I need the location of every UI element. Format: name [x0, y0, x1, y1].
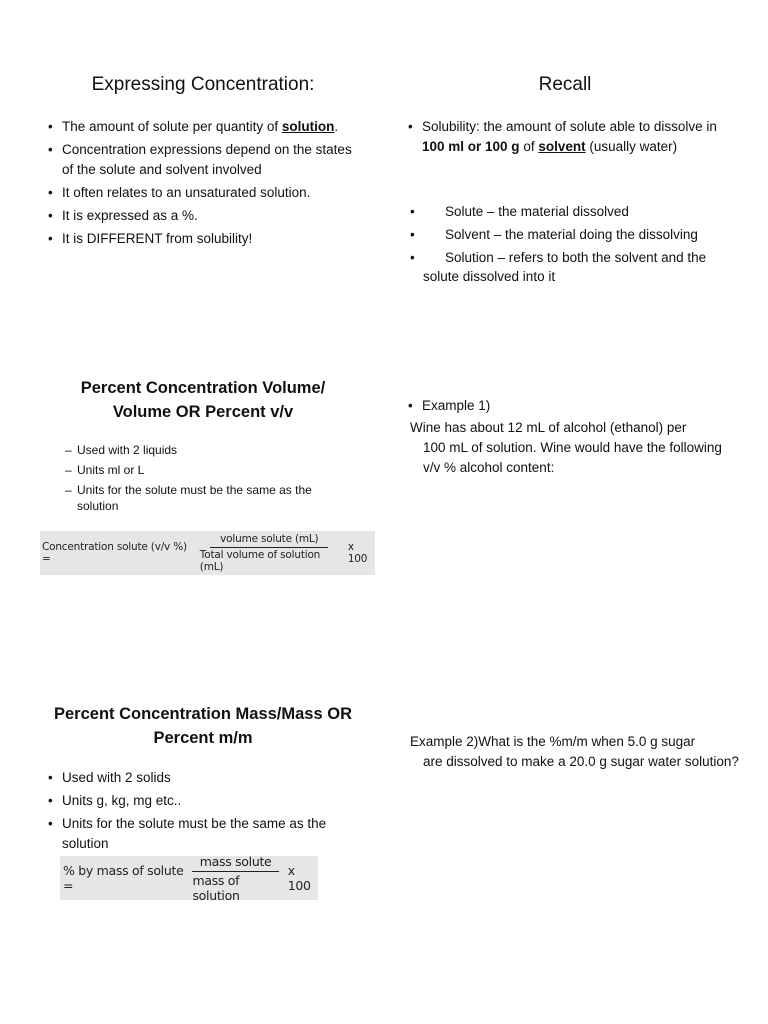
example1-rest: 100 mL of solution. Wine would have the following v/v % alcohol content:: [423, 440, 722, 475]
formula-multiplier: x 100: [287, 863, 311, 893]
bullet-dot: •: [48, 185, 53, 200]
list-item: [46, 140, 366, 180]
slide2-dash-list: [65, 442, 355, 518]
formula-numerator: volume solute (mL): [210, 533, 328, 548]
dash-mark: –: [65, 463, 72, 477]
bullet-text: Units for the solute must be the same as the solution: [62, 816, 327, 851]
bullet-dot: •: [410, 250, 415, 265]
formula-lhs: Concentration solute (v/v %) =: [42, 541, 187, 565]
mm-formula-image: [60, 853, 318, 903]
list-item: [65, 442, 355, 458]
dash-text: Used with 2 liquids: [77, 443, 178, 457]
bullet-dot: •: [408, 119, 413, 134]
bullet-dot: •: [48, 770, 53, 785]
bullet-text: It is expressed as a %.: [62, 208, 198, 223]
list-item: [46, 206, 366, 226]
example1-label: Example 1): [422, 398, 491, 413]
formula-fraction: [194, 533, 345, 573]
slide3-bullet-list: [46, 768, 356, 857]
list-item: [46, 768, 356, 788]
bullet-text: Used with 2 solids: [62, 770, 171, 785]
formula-fraction: [186, 854, 284, 903]
list-item: [46, 229, 366, 249]
slide1-bullet-list: [46, 117, 366, 252]
example2-line1: Example 2)What is the %m/m when 5.0 g sugar: [410, 734, 696, 749]
slide3-title: Percent Concentration Mass/Mass OR Percent m/m: [54, 705, 352, 747]
dash-text: Units for the solute must be the same as the solution: [77, 483, 312, 513]
list-item: [46, 117, 366, 137]
recall-item-solute: [410, 202, 730, 221]
vv-formula-image: [40, 531, 375, 575]
bullet-text-end: .: [334, 119, 339, 134]
bullet-text: The amount of solute per quantity of: [62, 119, 282, 134]
bullet-text: Concentration expressions depend on the states of the solute and solvent involved: [62, 142, 352, 177]
bullet-dot: •: [48, 208, 53, 223]
example1-line1: Wine has about 12 mL of alcohol (ethanol) per: [410, 420, 687, 435]
solubility-text: Solubility: the amount of solute able to dissolve in: [422, 119, 717, 134]
formula-denominator: Total volume of solution (mL): [199, 549, 321, 573]
slide1-title: Expressing Concentration:: [91, 74, 315, 95]
example1-text: [410, 418, 740, 478]
recall-item-text: Solution – refers to both the solvent and the solute dissolved into it: [423, 250, 707, 284]
formula-numerator: mass solute: [192, 854, 280, 872]
formula-denominator: mass of solution: [192, 872, 240, 903]
solubility-text-mid: of: [519, 139, 539, 154]
list-item: [65, 482, 355, 514]
bullet-dot: •: [410, 227, 415, 242]
dash-text: Units ml or L: [77, 463, 145, 477]
recall-solubility-list: [406, 117, 726, 160]
bullet-emphasis: solution: [281, 119, 335, 134]
recall-item-text: Solvent – the material doing the dissolving: [445, 227, 698, 242]
formula-lhs: % by mass of solute =: [63, 863, 184, 893]
bullet-dot: •: [48, 793, 53, 808]
dash-mark: –: [65, 483, 72, 497]
list-item: [46, 814, 356, 854]
bullet-dot: •: [48, 119, 53, 134]
bullet-text: It is DIFFERENT from solubility!: [62, 231, 253, 246]
bullet-dot: •: [48, 142, 53, 157]
list-item: [406, 117, 726, 157]
bullet-dot: •: [48, 231, 53, 246]
solubility-text-end: (usually water): [585, 139, 678, 154]
list-item: [46, 183, 366, 203]
bullet-text: It often relates to an unsaturated solution.: [62, 185, 311, 200]
example2-text: [410, 732, 740, 772]
bullet-dot: •: [410, 204, 415, 219]
recall-item-text: Solute – the material dissolved: [445, 204, 629, 219]
solubility-emphasis: solvent: [538, 139, 586, 154]
bullet-dot: •: [408, 398, 413, 413]
list-item: [65, 462, 355, 478]
recall-item-solvent: [410, 225, 730, 244]
solubility-bold: 100 ml or 100 g: [422, 139, 520, 154]
formula-multiplier: x 100: [347, 541, 368, 565]
example2-rest: are dissolved to make a 20.0 g sugar water solution?: [423, 754, 739, 769]
recall-item-solution: [410, 248, 710, 286]
slide2-title: Percent Concentration Volume/ Volume OR Percent v/v: [80, 379, 326, 421]
dash-mark: –: [65, 443, 72, 457]
example1-bullet-list: [406, 396, 726, 419]
bullet-text: Units g, kg, mg etc..: [62, 793, 182, 808]
recall-title: Recall: [538, 74, 592, 95]
bullet-dot: •: [48, 816, 53, 831]
list-item: [46, 791, 356, 811]
list-item: [406, 396, 726, 416]
